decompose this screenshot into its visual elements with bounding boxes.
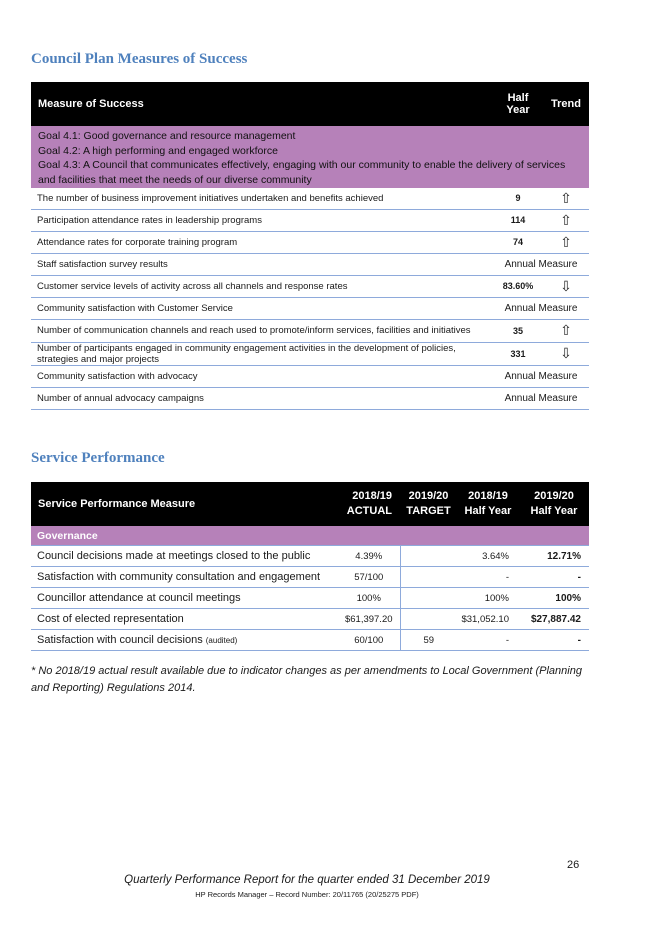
measure-cell: Community satisfaction with Customer Service xyxy=(31,297,493,319)
half-year-value: 114 xyxy=(493,209,543,231)
measure-cell: The number of business improvement initiatives undertaken and benefits achieved xyxy=(31,188,493,209)
actual-value: 100% xyxy=(338,588,400,609)
category-governance: Governance xyxy=(31,526,589,546)
table-row xyxy=(31,630,589,651)
trend-down-arrow-icon: ⇩ xyxy=(543,275,589,297)
table-row xyxy=(31,546,589,567)
annual-measure-cell: Annual Measure xyxy=(493,387,589,409)
measure-cell: Number of communication channels and reach used to promote/inform services, facilities and initiatives xyxy=(31,319,493,342)
table-header-row xyxy=(31,82,589,126)
half-year-1920-value: - xyxy=(519,567,589,588)
actual-header: 2018/19 ACTUAL xyxy=(338,482,400,526)
target-header: 2019/20 TARGET xyxy=(400,482,457,526)
service-measure-cell: Cost of elected representation xyxy=(31,609,338,630)
annual-measure-cell: Annual Measure xyxy=(493,365,589,387)
table-row xyxy=(31,188,589,209)
actual-value: 4.39% xyxy=(338,546,400,567)
measure-cell: Attendance rates for corporate training program xyxy=(31,231,493,253)
trend-header: Trend xyxy=(543,82,589,126)
table-row xyxy=(31,231,589,253)
goal-4-1: Goal 4.1: Good governance and resource management xyxy=(38,130,296,142)
category-row xyxy=(31,526,589,546)
table-row xyxy=(31,275,589,297)
table-row xyxy=(31,567,589,588)
annual-measure-cell: Annual Measure xyxy=(493,297,589,319)
half-year-1920-value: - xyxy=(519,630,589,651)
measure-cell: Customer service levels of activity across all channels and response rates xyxy=(31,275,493,297)
actual-value: 60/100 xyxy=(338,630,400,651)
trend-down-arrow-icon: ⇩ xyxy=(543,342,589,365)
half-year-value: 35 xyxy=(493,319,543,342)
half-year-1920-value: 12.71% xyxy=(519,546,589,567)
target-value: 59 xyxy=(400,630,457,651)
half-year-1819-value: - xyxy=(457,630,519,651)
measure-cell: Participation attendance rates in leadership programs xyxy=(31,209,493,231)
half-year-1920-value: 100% xyxy=(519,588,589,609)
half-year-value: 83.60% xyxy=(493,275,543,297)
goal-4-2: Goal 4.2: A high performing and engaged workforce xyxy=(38,144,278,157)
service-performance-table xyxy=(31,482,589,651)
measure-cell: Staff satisfaction survey results xyxy=(31,253,493,275)
target-value xyxy=(400,546,457,567)
service-measure-cell: Councillor attendance at council meetings xyxy=(31,588,338,609)
trend-up-arrow-icon: ⇧ xyxy=(543,209,589,231)
table-row xyxy=(31,253,589,275)
half-year-1920-header: 2019/20 Half Year xyxy=(519,482,589,526)
trend-up-arrow-icon: ⇧ xyxy=(543,231,589,253)
half-year-header: Half Year xyxy=(493,82,543,126)
footer-title: Quarterly Performance Report for the quarter ended 31 December 2019 xyxy=(124,874,490,886)
half-year-value: 9 xyxy=(493,188,543,209)
measure-cell: Number of annual advocacy campaigns xyxy=(31,387,493,409)
measure-cell: Community satisfaction with advocacy xyxy=(31,365,493,387)
page-number: 26 xyxy=(567,859,580,871)
measure-header: Measure of Success xyxy=(31,82,493,126)
target-value xyxy=(400,588,457,609)
footer-record-number: HP Records Manager – Record Number: 20/11765 (20/25275 PDF) xyxy=(195,890,419,899)
measure-note: (audited) xyxy=(205,636,238,645)
table-row xyxy=(31,609,589,630)
table-row xyxy=(31,209,589,231)
goals-cell xyxy=(31,126,589,188)
goals-row xyxy=(31,126,589,188)
table-row xyxy=(31,342,589,365)
table-row xyxy=(31,319,589,342)
half-year-1819-value: 3.64% xyxy=(457,546,519,567)
table-row xyxy=(31,387,589,409)
half-year-1819-value: 100% xyxy=(457,588,519,609)
footnote: * No 2018/19 actual result available due to indicator changes as per amendments to Local Government (Planning and Reporting) Regulations 2014. xyxy=(31,665,582,694)
service-measure-header: Service Performance Measure xyxy=(31,482,338,526)
actual-value: 57/100 xyxy=(338,567,400,588)
half-year-1819-header: 2018/19 Half Year xyxy=(457,482,519,526)
half-year-1819-value: - xyxy=(457,567,519,588)
half-year-value: 331 xyxy=(493,342,543,365)
trend-up-arrow-icon: ⇧ xyxy=(543,319,589,342)
measures-of-success-table xyxy=(31,82,589,410)
half-year-value: 74 xyxy=(493,231,543,253)
half-year-1819-value: $31,052.10 xyxy=(457,609,519,630)
service-measure-cell: Satisfaction with community consultation and engagement xyxy=(31,567,338,588)
measure-cell: Number of participants engaged in community engagement activities in the development of policies, strategies and major projects xyxy=(31,342,493,365)
annual-measure-cell: Annual Measure xyxy=(493,253,589,275)
actual-value: $61,397.20 xyxy=(338,609,400,630)
council-plan-title: Council Plan Measures of Success xyxy=(31,51,248,67)
service-measure-cell: Satisfaction with council decisions (audited) xyxy=(31,630,338,651)
goal-4-3: Goal 4.3: A Council that communicates effectively, engaging with our community to enable the delivery of services and facilities that meet the needs of our diverse community xyxy=(38,159,566,186)
table-row xyxy=(31,588,589,609)
service-performance-title: Service Performance xyxy=(31,450,165,466)
table-row xyxy=(31,365,589,387)
service-measure-cell: Council decisions made at meetings closed to the public xyxy=(31,546,338,567)
half-year-1920-value: $27,887.42 xyxy=(519,609,589,630)
table-header-row xyxy=(31,482,589,526)
target-value xyxy=(400,609,457,630)
table-row xyxy=(31,297,589,319)
trend-up-arrow-icon: ⇧ xyxy=(543,188,589,209)
target-value xyxy=(400,567,457,588)
